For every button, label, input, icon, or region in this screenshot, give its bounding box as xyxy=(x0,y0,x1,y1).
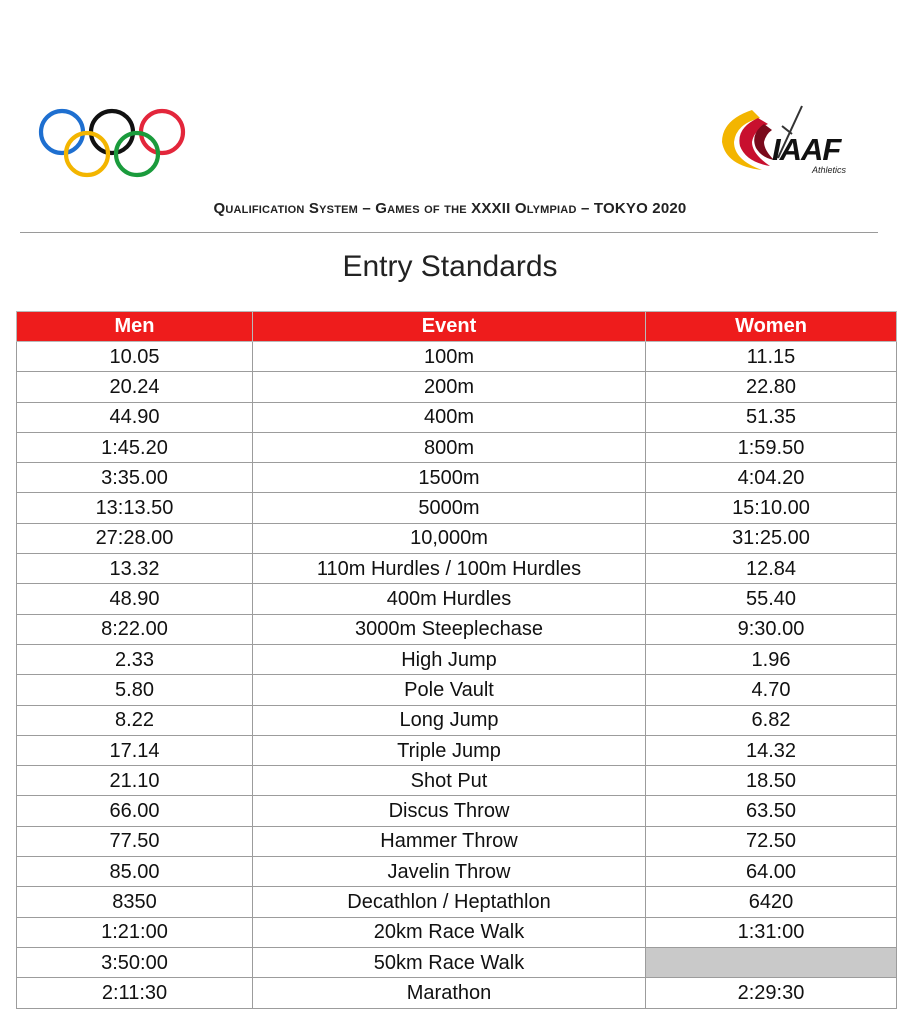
page-title: Entry Standards xyxy=(342,250,558,283)
cell-men: 2.33 xyxy=(17,644,253,674)
table-row xyxy=(17,342,897,372)
qualification-header: Qualification System – Games of the XXXII Olympiad – TOKYO 2020 xyxy=(213,200,687,217)
column-header-event: Event xyxy=(253,312,646,342)
cell-men: 21.10 xyxy=(17,766,253,796)
cell-women: 55.40 xyxy=(646,584,897,614)
cell-men: 2:11:30 xyxy=(17,978,253,1008)
entry-standards-table xyxy=(16,311,897,1009)
table-row xyxy=(17,917,897,947)
cell-event: 10,000m xyxy=(253,523,646,553)
cell-women: 4:04.20 xyxy=(646,463,897,493)
cell-event: Long Jump xyxy=(253,705,646,735)
cell-men: 8.22 xyxy=(17,705,253,735)
cell-event: Triple Jump xyxy=(253,735,646,765)
cell-men: 5.80 xyxy=(17,675,253,705)
cell-men: 77.50 xyxy=(17,826,253,856)
cell-event: Javelin Throw xyxy=(253,857,646,887)
cell-women: 1.96 xyxy=(646,644,897,674)
header-divider xyxy=(20,232,878,233)
table-row xyxy=(17,675,897,705)
cell-men: 20.24 xyxy=(17,372,253,402)
cell-men: 66.00 xyxy=(17,796,253,826)
table-row xyxy=(17,614,897,644)
cell-event: Marathon xyxy=(253,978,646,1008)
cell-event: 400m Hurdles xyxy=(253,584,646,614)
cell-women: 63.50 xyxy=(646,796,897,826)
cell-women: 1:31:00 xyxy=(646,917,897,947)
cell-event: 1500m xyxy=(253,463,646,493)
cell-women: 31:25.00 xyxy=(646,523,897,553)
table-row xyxy=(17,796,897,826)
cell-women: 6.82 xyxy=(646,705,897,735)
ring-yellow xyxy=(66,133,108,175)
iaaf-logo-subtext: Athletics xyxy=(812,165,847,175)
table-row xyxy=(17,372,897,402)
column-header-women: Women xyxy=(646,312,897,342)
cell-women: 18.50 xyxy=(646,766,897,796)
cell-event: Pole Vault xyxy=(253,675,646,705)
table-row xyxy=(17,402,897,432)
cell-event: Decathlon / Heptathlon xyxy=(253,887,646,917)
cell-women: 12.84 xyxy=(646,554,897,584)
cell-men: 44.90 xyxy=(17,402,253,432)
cell-men: 3:50:00 xyxy=(17,947,253,977)
table-row xyxy=(17,766,897,796)
ring-black xyxy=(91,111,133,153)
table-row xyxy=(17,887,897,917)
table-row xyxy=(17,644,897,674)
cell-women: 9:30.00 xyxy=(646,614,897,644)
table-row xyxy=(17,554,897,584)
ring-blue xyxy=(41,111,83,153)
cell-women: 15:10.00 xyxy=(646,493,897,523)
table-row xyxy=(17,857,897,887)
ring-red xyxy=(141,111,183,153)
cell-event: 5000m xyxy=(253,493,646,523)
cell-women: 2:29:30 xyxy=(646,978,897,1008)
cell-women: 4.70 xyxy=(646,675,897,705)
cell-event: High Jump xyxy=(253,644,646,674)
cell-men: 8350 xyxy=(17,887,253,917)
cell-event: 20km Race Walk xyxy=(253,917,646,947)
cell-women: 6420 xyxy=(646,887,897,917)
cell-women: 22.80 xyxy=(646,372,897,402)
cell-men: 48.90 xyxy=(17,584,253,614)
cell-men: 1:21:00 xyxy=(17,917,253,947)
cell-men: 8:22.00 xyxy=(17,614,253,644)
cell-event: Shot Put xyxy=(253,766,646,796)
cell-men: 17.14 xyxy=(17,735,253,765)
table-row xyxy=(17,947,897,977)
cell-women: 51.35 xyxy=(646,402,897,432)
table-row xyxy=(17,493,897,523)
cell-men: 13:13.50 xyxy=(17,493,253,523)
column-header-men: Men xyxy=(17,312,253,342)
cell-women: 11.15 xyxy=(646,342,897,372)
cell-event: 100m xyxy=(253,342,646,372)
table-row xyxy=(17,705,897,735)
table-row xyxy=(17,584,897,614)
olympic-rings-logo xyxy=(36,108,188,180)
iaaf-logo-text: IAAF xyxy=(772,132,841,167)
table-row xyxy=(17,523,897,553)
cell-women: 14.32 xyxy=(646,735,897,765)
cell-men: 10.05 xyxy=(17,342,253,372)
cell-event: 400m xyxy=(253,402,646,432)
cell-men: 85.00 xyxy=(17,857,253,887)
cell-event: 110m Hurdles / 100m Hurdles xyxy=(253,554,646,584)
cell-event: 3000m Steeplechase xyxy=(253,614,646,644)
table-row xyxy=(17,978,897,1008)
cell-women: 64.00 xyxy=(646,857,897,887)
cell-event: Discus Throw xyxy=(253,796,646,826)
ring-green xyxy=(116,133,158,175)
cell-men: 27:28.00 xyxy=(17,523,253,553)
cell-women: 72.50 xyxy=(646,826,897,856)
table-row xyxy=(17,735,897,765)
cell-men: 1:45.20 xyxy=(17,432,253,462)
cell-event: 800m xyxy=(253,432,646,462)
table-row xyxy=(17,432,897,462)
cell-event: 50km Race Walk xyxy=(253,947,646,977)
cell-event: Hammer Throw xyxy=(253,826,646,856)
cell-women: 1:59.50 xyxy=(646,432,897,462)
table-row xyxy=(17,826,897,856)
table-row xyxy=(17,463,897,493)
cell-men: 13.32 xyxy=(17,554,253,584)
cell-event: 200m xyxy=(253,372,646,402)
table-header-row xyxy=(17,312,897,342)
cell-women xyxy=(646,947,897,977)
cell-men: 3:35.00 xyxy=(17,463,253,493)
